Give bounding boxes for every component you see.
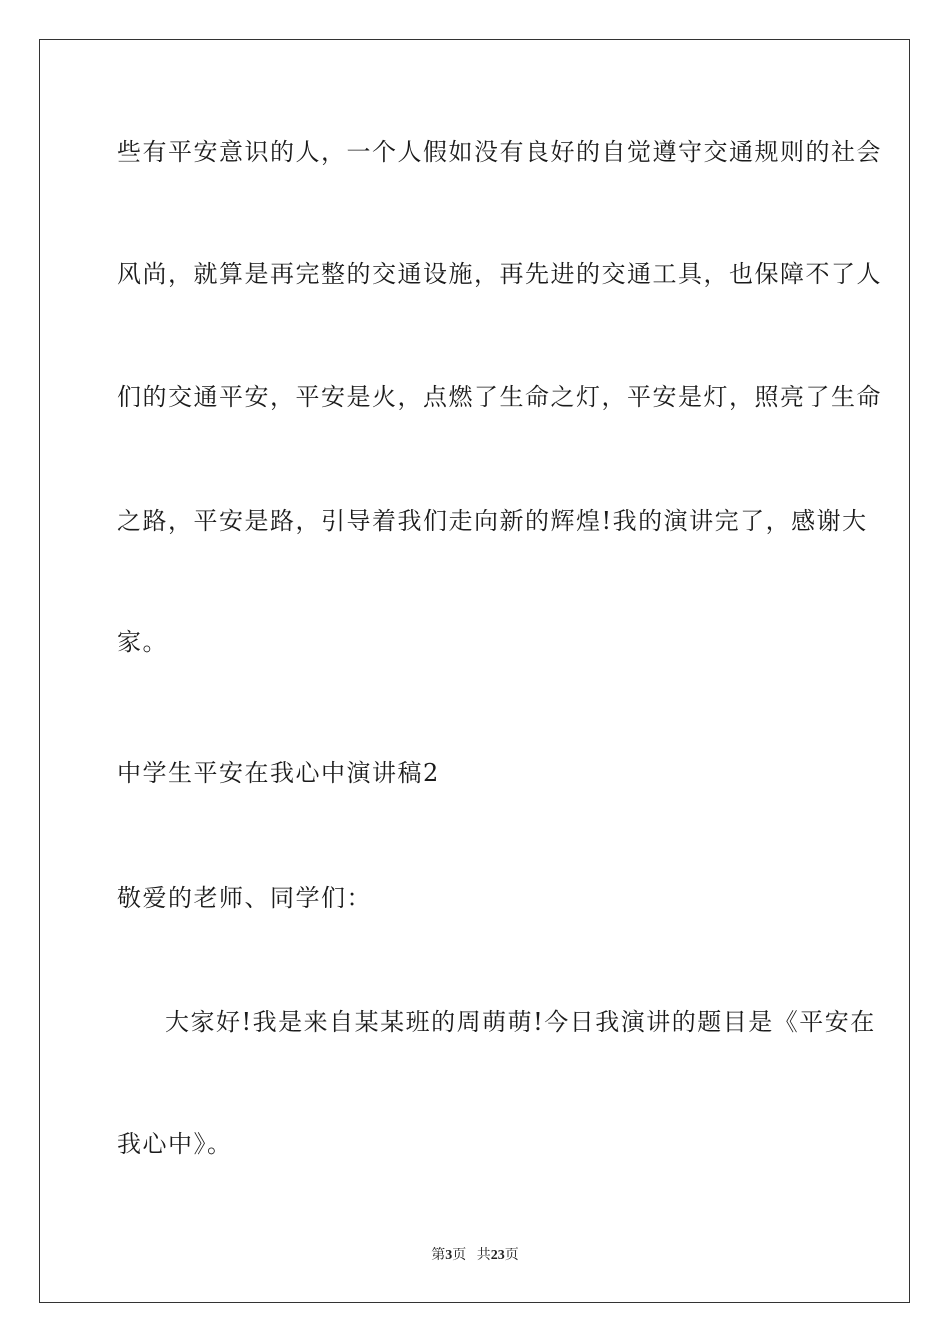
page-footer [0, 1247, 950, 1265]
section-title: 中学生平安在我心中演讲稿2 [117, 759, 440, 787]
body-line-2: 风尚，就算是再完整的交通设施，再先进的交通工具，也保障不了人 [117, 260, 882, 288]
body-line-3: 们的交通平安，平安是火，点燃了生命之灯，平安是灯，照亮了生命 [117, 383, 882, 411]
body-line-4: 之路，平安是路，引导着我们走向新的辉煌!我的演讲完了，感谢大 [117, 507, 868, 535]
footer-page-prefix: 第 [431, 1248, 446, 1263]
salutation: 敬爱的老师、同学们： [117, 884, 372, 912]
body-line-1: 些有平安意识的人，一个人假如没有良好的自觉遵守交通规则的社会 [117, 138, 882, 166]
footer-total-pages: 23 [490, 1248, 505, 1263]
footer-page-suffix: 页 [452, 1248, 467, 1263]
paragraph-line-1: 大家好!我是来自某某班的周萌萌!今日我演讲的题目是《平安在 [165, 1008, 876, 1036]
paragraph-line-2: 我心中》。 [117, 1130, 233, 1158]
footer-total-prefix: 共 [476, 1248, 491, 1263]
footer-total-suffix: 页 [504, 1248, 519, 1263]
footer-page-number: 3 [445, 1248, 453, 1263]
page-border [39, 39, 910, 1303]
body-line-5: 家。 [117, 628, 168, 656]
